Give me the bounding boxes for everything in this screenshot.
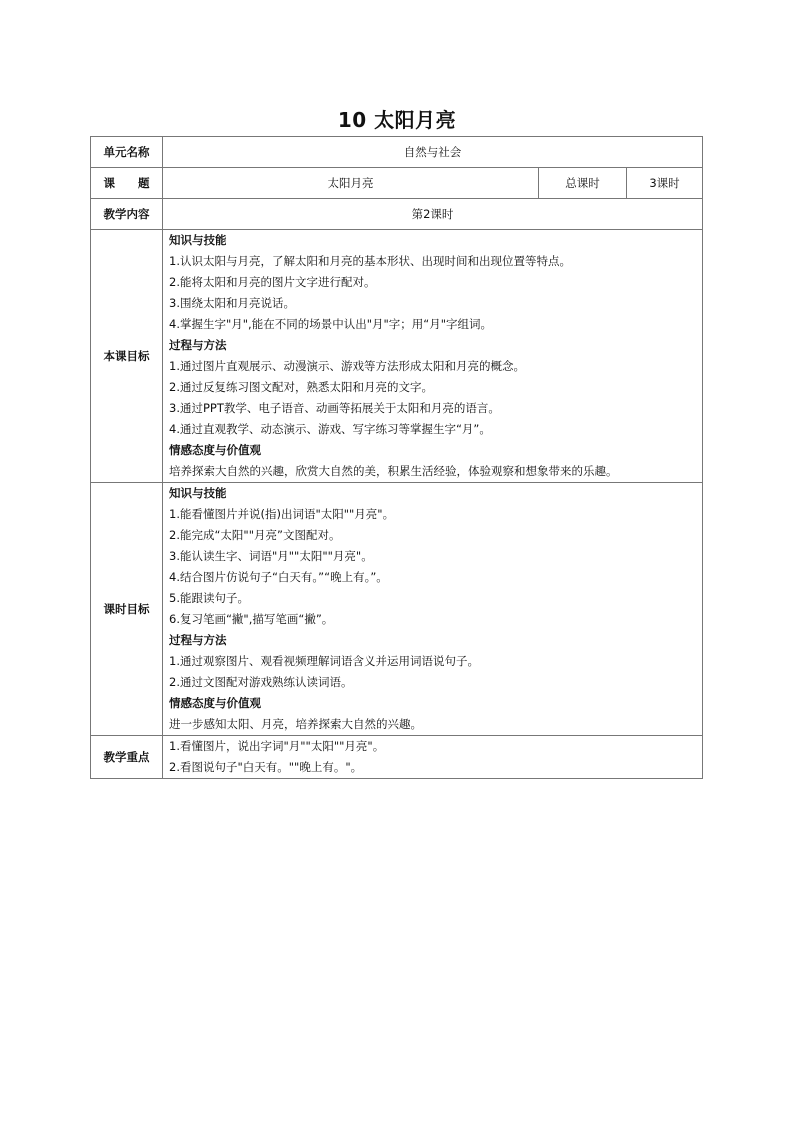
key-point-item: 1.看懂图片，说出字词"月""太阳""月亮"。 <box>169 739 385 753</box>
objectives-label: 本课目标 <box>91 230 163 483</box>
goal-item: 1.通过观察图片、观看视频理解词语含义并运用词语说句子。 <box>169 654 479 668</box>
objective-item: 1.认识太阳与月亮，了解太阳和月亮的基本形状、出现时间和出现位置等特点。 <box>169 254 571 268</box>
goal-item: 5.能跟读句子。 <box>169 591 249 605</box>
objectives-content <box>163 230 703 483</box>
period-goals-label: 课时目标 <box>91 483 163 736</box>
objectives-row <box>91 230 703 483</box>
section-heading: 情感态度与价值观 <box>169 443 261 457</box>
goal-item: 进一步感知太阳、月亮，培养探索大自然的兴趣。 <box>169 717 422 731</box>
objective-item: 2.能将太阳和月亮的图片文字进行配对。 <box>169 275 376 289</box>
period-goals-content <box>163 483 703 736</box>
goal-item: 3.能认读生字、词语"月""太阳""月亮"。 <box>169 549 373 563</box>
total-hours-label: 总课时 <box>539 168 627 199</box>
unit-value: 自然与社会 <box>163 137 703 168</box>
section-heading: 过程与方法 <box>169 633 227 647</box>
goal-item: 2.能完成“太阳""月亮”文图配对。 <box>169 528 341 542</box>
goal-item: 1.能看懂图片并说(指)出词语"太阳""月亮"。 <box>169 507 395 521</box>
objective-item: 1.通过图片直观展示、动漫演示、游戏等方法形成太阳和月亮的概念。 <box>169 359 525 373</box>
lesson-label: 课 题 <box>91 168 163 199</box>
objective-item: 3.通过PPT教学、电子语音、动画等拓展关于太阳和月亮的语言。 <box>169 401 500 415</box>
key-points-content <box>163 736 703 779</box>
goal-item: 6.复习笔画“撇",描写笔画“撇”。 <box>169 612 334 626</box>
goal-item: 4.结合图片仿说句子“白天有。”“晚上有。”。 <box>169 570 388 584</box>
section-heading: 过程与方法 <box>169 338 227 352</box>
period-goals-row <box>91 483 703 736</box>
content-value: 第2课时 <box>163 199 703 230</box>
lesson-row <box>91 168 703 199</box>
content-row <box>91 199 703 230</box>
lesson-plan-table <box>90 136 703 779</box>
unit-row <box>91 137 703 168</box>
total-hours-value: 3课时 <box>627 168 703 199</box>
page-title: 10 太阳月亮 <box>337 108 457 132</box>
objective-item: 4.掌握生字"月",能在不同的场景中认出"月"字；用“月"字组词。 <box>169 317 493 331</box>
section-heading: 情感态度与价值观 <box>169 696 261 710</box>
content-label: 教学内容 <box>91 199 163 230</box>
lesson-value: 太阳月亮 <box>163 168 539 199</box>
objective-item: 2.通过反复练习图文配对，熟悉太阳和月亮的文字。 <box>169 380 433 394</box>
key-points-label: 教学重点 <box>91 736 163 779</box>
goal-item: 2.通过文图配对游戏熟练认读词语。 <box>169 675 353 689</box>
key-points-row <box>91 736 703 779</box>
objective-item: 3.围绕太阳和月亮说话。 <box>169 296 295 310</box>
section-heading: 知识与技能 <box>169 233 227 247</box>
unit-label: 单元名称 <box>91 137 163 168</box>
section-heading: 知识与技能 <box>169 486 227 500</box>
objective-item: 4.通过直观教学、动态演示、游戏、写字练习等掌握生字“月”。 <box>169 422 491 436</box>
objective-item: 培养探索大自然的兴趣，欣赏大自然的美，积累生活经验，体验观察和想象带来的乐趣。 <box>169 464 618 478</box>
key-point-item: 2.看图说句子"白天有。""晚上有。"。 <box>169 760 363 774</box>
